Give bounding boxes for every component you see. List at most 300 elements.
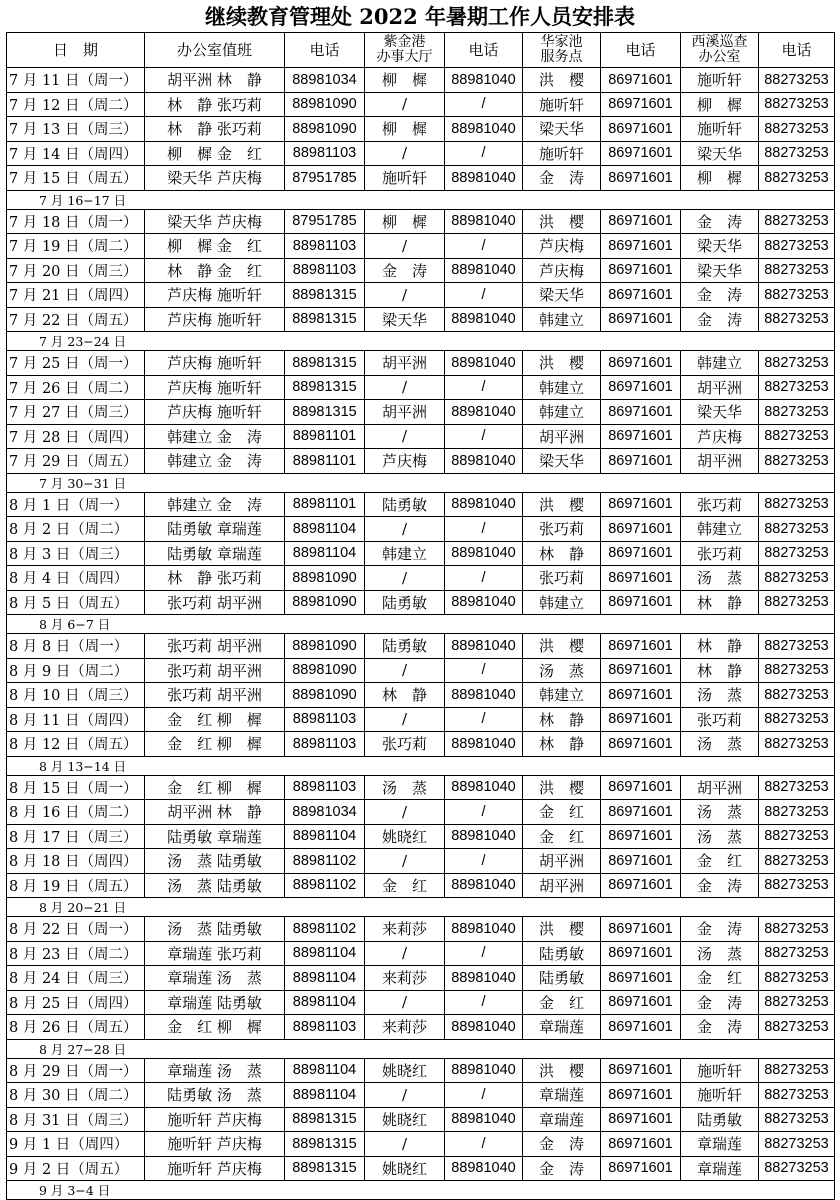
date-cell: 8 月 10 日（周三）: [7, 683, 145, 708]
office-duty-cell: 林 静 张巧莉: [145, 92, 285, 117]
xixi-cell: 金 红: [681, 966, 759, 991]
office-duty-cell: 林 静 张巧莉: [145, 566, 285, 591]
zijingang-phone-cell: 88981040: [445, 917, 523, 942]
office-phone-cell: 88981090: [285, 658, 365, 683]
huajiachi-phone-cell: 86971601: [601, 824, 681, 849]
zijingang-cell: /: [365, 658, 445, 683]
huajiachi-cell: 张巧莉: [523, 517, 601, 542]
date-cell: 8 月 22 日（周一）: [7, 917, 145, 942]
office-duty-cell: 芦庆梅 施听轩: [145, 307, 285, 332]
huajiachi-cell: 金 涛: [523, 166, 601, 191]
huajiachi-cell: 林 静: [523, 732, 601, 757]
weekend-blank: [145, 190, 835, 209]
office-duty-cell: 林 静 金 红: [145, 258, 285, 283]
office-duty-cell: 陆勇敏 汤 蒸: [145, 1083, 285, 1108]
huajiachi-cell: 洪 樱: [523, 634, 601, 659]
zijingang-cell: 柳 樨: [365, 117, 445, 142]
office-phone-cell: 88981034: [285, 68, 365, 93]
zijingang-phone-cell: /: [445, 1083, 523, 1108]
huajiachi-cell: 汤 蒸: [523, 658, 601, 683]
zijingang-phone-cell: 88981040: [445, 492, 523, 517]
office-duty-cell: 芦庆梅 施听轩: [145, 351, 285, 376]
weekend-row: [7, 615, 835, 634]
huajiachi-cell: 金 涛: [523, 1132, 601, 1157]
xixi-phone-cell: 88273253: [759, 517, 835, 542]
xixi-cell: 汤 蒸: [681, 941, 759, 966]
xixi-phone-cell: 88273253: [759, 1058, 835, 1083]
weekend-label: 8 月 13−14 日: [7, 756, 145, 775]
table-row: [7, 658, 835, 683]
huajiachi-cell: 梁天华: [523, 283, 601, 308]
weekend-row: [7, 1181, 835, 1200]
date-cell: 8 月 3 日（周三）: [7, 541, 145, 566]
huajiachi-phone-cell: 86971601: [601, 92, 681, 117]
office-phone-cell: 88981101: [285, 424, 365, 449]
zijingang-phone-cell: 88981040: [445, 1156, 523, 1181]
xixi-phone-cell: 88273253: [759, 166, 835, 191]
office-duty-cell: 章瑞莲 汤 蒸: [145, 1058, 285, 1083]
table-row: [7, 1015, 835, 1040]
table-row: [7, 775, 835, 800]
xixi-phone-cell: 88273253: [759, 707, 835, 732]
huajiachi-phone-cell: 86971601: [601, 1156, 681, 1181]
zijingang-phone-cell: /: [445, 658, 523, 683]
xixi-cell: 施听轩: [681, 1058, 759, 1083]
table-row: [7, 517, 835, 542]
office-phone-cell: 88981102: [285, 873, 365, 898]
office-phone-cell: 88981104: [285, 541, 365, 566]
zijingang-phone-cell: 88981040: [445, 541, 523, 566]
date-cell: 7 月 19 日（周二）: [7, 234, 145, 259]
table-row: [7, 68, 835, 93]
table-row: [7, 707, 835, 732]
huajiachi-cell: 梁天华: [523, 117, 601, 142]
zijingang-phone-cell: /: [445, 707, 523, 732]
huajiachi-phone-cell: 86971601: [601, 941, 681, 966]
xixi-cell: 胡平洲: [681, 449, 759, 474]
office-phone-cell: 88981090: [285, 683, 365, 708]
huajiachi-phone-cell: 86971601: [601, 351, 681, 376]
xixi-phone-cell: 88273253: [759, 873, 835, 898]
date-cell: 7 月 15 日（周五）: [7, 166, 145, 191]
zijingang-cell: /: [365, 849, 445, 874]
zijingang-phone-cell: 88981040: [445, 258, 523, 283]
xixi-phone-cell: 88273253: [759, 351, 835, 376]
weekend-blank: [145, 332, 835, 351]
office-duty-cell: 韩建立 金 涛: [145, 449, 285, 474]
zijingang-phone-cell: /: [445, 424, 523, 449]
zijingang-phone-cell: /: [445, 141, 523, 166]
office-phone-cell: 88981103: [285, 732, 365, 757]
huajiachi-phone-cell: 86971601: [601, 449, 681, 474]
date-cell: 7 月 25 日（周一）: [7, 351, 145, 376]
office-phone-cell: 88981104: [285, 517, 365, 542]
table-row: [7, 117, 835, 142]
header-zijingang: [365, 33, 445, 68]
office-phone-cell: 88981103: [285, 258, 365, 283]
table-row: [7, 492, 835, 517]
weekend-row: [7, 756, 835, 775]
huajiachi-phone-cell: 86971601: [601, 258, 681, 283]
zijingang-cell: 韩建立: [365, 541, 445, 566]
office-duty-cell: 胡平洲 林 静: [145, 800, 285, 825]
huajiachi-cell: 章瑞莲: [523, 1083, 601, 1108]
xixi-phone-cell: 88273253: [759, 258, 835, 283]
xixi-cell: 梁天华: [681, 258, 759, 283]
huajiachi-cell: 韩建立: [523, 307, 601, 332]
huajiachi-cell: 施听轩: [523, 92, 601, 117]
date-cell: 8 月 11 日（周四）: [7, 707, 145, 732]
xixi-phone-cell: 88273253: [759, 1015, 835, 1040]
zijingang-phone-cell: 88981040: [445, 449, 523, 474]
xixi-phone-cell: 88273253: [759, 234, 835, 259]
office-phone-cell: 88981103: [285, 1015, 365, 1040]
huajiachi-phone-cell: 86971601: [601, 424, 681, 449]
xixi-cell: 韩建立: [681, 351, 759, 376]
table-row: [7, 351, 835, 376]
xixi-cell: 汤 蒸: [681, 824, 759, 849]
zijingang-phone-cell: 88981040: [445, 1107, 523, 1132]
office-phone-cell: 88981315: [285, 1132, 365, 1157]
xixi-cell: 柳 樨: [681, 166, 759, 191]
office-phone-cell: 87951785: [285, 166, 365, 191]
weekend-row: [7, 332, 835, 351]
xixi-cell: 柳 樨: [681, 92, 759, 117]
office-phone-cell: 88981101: [285, 449, 365, 474]
zijingang-cell: /: [365, 375, 445, 400]
weekend-blank: [145, 1181, 835, 1200]
office-duty-cell: 张巧莉 胡平洲: [145, 590, 285, 615]
office-duty-cell: 芦庆梅 施听轩: [145, 283, 285, 308]
huajiachi-phone-cell: 86971601: [601, 732, 681, 757]
huajiachi-cell: 张巧莉: [523, 566, 601, 591]
huajiachi-cell: 洪 樱: [523, 68, 601, 93]
schedule-table: [6, 32, 835, 1200]
huajiachi-phone-cell: 86971601: [601, 375, 681, 400]
date-cell: 7 月 13 日（周三）: [7, 117, 145, 142]
table-row: [7, 234, 835, 259]
office-duty-cell: 金 红 柳 樨: [145, 707, 285, 732]
office-duty-cell: 汤 蒸 陆勇敏: [145, 873, 285, 898]
weekend-label: 8 月 27−28 日: [7, 1039, 145, 1058]
huajiachi-cell: 章瑞莲: [523, 1015, 601, 1040]
office-duty-cell: 施听轩 芦庆梅: [145, 1132, 285, 1157]
huajiachi-cell: 洪 樱: [523, 775, 601, 800]
date-cell: 7 月 12 日（周二）: [7, 92, 145, 117]
zijingang-cell: /: [365, 517, 445, 542]
xixi-cell: 金 涛: [681, 917, 759, 942]
table-row: [7, 141, 835, 166]
zijingang-phone-cell: /: [445, 800, 523, 825]
zijingang-phone-cell: 88981040: [445, 732, 523, 757]
header-huajiachi-line1: 华家池: [540, 34, 583, 50]
date-cell: 7 月 29 日（周五）: [7, 449, 145, 474]
xixi-cell: 章瑞莲: [681, 1132, 759, 1157]
zijingang-cell: 来莉莎: [365, 966, 445, 991]
office-phone-cell: 88981102: [285, 917, 365, 942]
xixi-cell: 梁天华: [681, 234, 759, 259]
huajiachi-phone-cell: 86971601: [601, 634, 681, 659]
zijingang-phone-cell: 88981040: [445, 1015, 523, 1040]
weekend-row: [7, 898, 835, 917]
zijingang-cell: 姚晓红: [365, 1107, 445, 1132]
huajiachi-phone-cell: 86971601: [601, 400, 681, 425]
table-row: [7, 990, 835, 1015]
office-duty-cell: 梁天华 芦庆梅: [145, 209, 285, 234]
date-cell: 8 月 29 日（周一）: [7, 1058, 145, 1083]
page-title: 继续教育管理处 2022 年暑期工作人员安排表: [204, 4, 636, 29]
xixi-phone-cell: 88273253: [759, 400, 835, 425]
office-duty-cell: 柳 樨 金 红: [145, 234, 285, 259]
office-duty-cell: 金 红 柳 樨: [145, 1015, 285, 1040]
weekend-blank: [145, 1039, 835, 1058]
table-row: [7, 449, 835, 474]
huajiachi-cell: 陆勇敏: [523, 941, 601, 966]
office-duty-cell: 施听轩 芦庆梅: [145, 1107, 285, 1132]
office-phone-cell: 88981090: [285, 634, 365, 659]
huajiachi-cell: 金 红: [523, 990, 601, 1015]
date-cell: 7 月 26 日（周二）: [7, 375, 145, 400]
office-duty-cell: 章瑞莲 张巧莉: [145, 941, 285, 966]
huajiachi-phone-cell: 86971601: [601, 283, 681, 308]
huajiachi-phone-cell: 86971601: [601, 849, 681, 874]
huajiachi-cell: 芦庆梅: [523, 234, 601, 259]
date-cell: 7 月 22 日（周五）: [7, 307, 145, 332]
xixi-cell: 芦庆梅: [681, 424, 759, 449]
zijingang-phone-cell: 88981040: [445, 68, 523, 93]
xixi-cell: 胡平洲: [681, 775, 759, 800]
header-phone-office: 电话: [285, 33, 365, 68]
huajiachi-phone-cell: 86971601: [601, 492, 681, 517]
huajiachi-cell: 洪 樱: [523, 209, 601, 234]
huajiachi-phone-cell: 86971601: [601, 990, 681, 1015]
weekend-blank: [145, 898, 835, 917]
xixi-phone-cell: 88273253: [759, 1107, 835, 1132]
huajiachi-cell: 林 静: [523, 707, 601, 732]
weekend-label: 7 月 23−24 日: [7, 332, 145, 351]
zijingang-cell: 胡平洲: [365, 351, 445, 376]
office-phone-cell: 88981315: [285, 283, 365, 308]
xixi-cell: 韩建立: [681, 517, 759, 542]
zijingang-cell: 陆勇敏: [365, 590, 445, 615]
xixi-phone-cell: 88273253: [759, 307, 835, 332]
zijingang-phone-cell: /: [445, 849, 523, 874]
xixi-cell: 梁天华: [681, 400, 759, 425]
office-phone-cell: 88981315: [285, 351, 365, 376]
xixi-cell: 林 静: [681, 634, 759, 659]
xixi-phone-cell: 88273253: [759, 732, 835, 757]
zijingang-cell: 金 涛: [365, 258, 445, 283]
date-cell: 8 月 24 日（周三）: [7, 966, 145, 991]
huajiachi-phone-cell: 86971601: [601, 166, 681, 191]
table-row: [7, 590, 835, 615]
office-phone-cell: 88981104: [285, 990, 365, 1015]
header-huajiachi-line2: 服务点: [540, 49, 583, 65]
weekend-label: 8 月 6−7 日: [7, 615, 145, 634]
zijingang-cell: 柳 樨: [365, 68, 445, 93]
table-row: [7, 209, 835, 234]
table-row: [7, 634, 835, 659]
office-duty-cell: 陆勇敏 章瑞莲: [145, 517, 285, 542]
table-row: [7, 941, 835, 966]
xixi-cell: 金 涛: [681, 990, 759, 1015]
huajiachi-phone-cell: 86971601: [601, 1058, 681, 1083]
zijingang-cell: 柳 樨: [365, 209, 445, 234]
xixi-cell: 林 静: [681, 590, 759, 615]
huajiachi-phone-cell: 86971601: [601, 658, 681, 683]
office-phone-cell: 88981104: [285, 1058, 365, 1083]
office-duty-cell: 胡平洲 林 静: [145, 68, 285, 93]
zijingang-phone-cell: /: [445, 375, 523, 400]
xixi-phone-cell: 88273253: [759, 375, 835, 400]
xixi-cell: 汤 蒸: [681, 683, 759, 708]
zijingang-phone-cell: 88981040: [445, 351, 523, 376]
huajiachi-cell: 芦庆梅: [523, 258, 601, 283]
header-xixi: [681, 33, 759, 68]
office-duty-cell: 梁天华 芦庆梅: [145, 166, 285, 191]
zijingang-phone-cell: 88981040: [445, 166, 523, 191]
table-row: [7, 849, 835, 874]
xixi-phone-cell: 88273253: [759, 283, 835, 308]
date-cell: 7 月 11 日（周一）: [7, 68, 145, 93]
office-phone-cell: 88981090: [285, 92, 365, 117]
office-duty-cell: 柳 樨 金 红: [145, 141, 285, 166]
table-row: [7, 92, 835, 117]
office-duty-cell: 陆勇敏 章瑞莲: [145, 541, 285, 566]
xixi-phone-cell: 88273253: [759, 141, 835, 166]
zijingang-phone-cell: 88981040: [445, 209, 523, 234]
header-huajiachi: [523, 33, 601, 68]
huajiachi-phone-cell: 86971601: [601, 1083, 681, 1108]
office-phone-cell: 88981103: [285, 141, 365, 166]
date-cell: 8 月 1 日（周一）: [7, 492, 145, 517]
office-duty-cell: 韩建立 金 涛: [145, 424, 285, 449]
xixi-phone-cell: 88273253: [759, 541, 835, 566]
date-cell: 8 月 9 日（周二）: [7, 658, 145, 683]
huajiachi-phone-cell: 86971601: [601, 68, 681, 93]
huajiachi-cell: 梁天华: [523, 449, 601, 474]
weekend-blank: [145, 756, 835, 775]
xixi-cell: 梁天华: [681, 141, 759, 166]
zijingang-phone-cell: 88981040: [445, 307, 523, 332]
huajiachi-cell: 施听轩: [523, 141, 601, 166]
table-row: [7, 1156, 835, 1181]
header-zijingang-line1: 紫金港: [383, 34, 426, 50]
huajiachi-cell: 洪 樱: [523, 917, 601, 942]
xixi-cell: 汤 蒸: [681, 566, 759, 591]
xixi-phone-cell: 88273253: [759, 209, 835, 234]
weekend-blank: [145, 473, 835, 492]
table-row: [7, 1058, 835, 1083]
xixi-cell: 施听轩: [681, 117, 759, 142]
xixi-cell: 张巧莉: [681, 541, 759, 566]
huajiachi-cell: 胡平洲: [523, 873, 601, 898]
xixi-cell: 胡平洲: [681, 375, 759, 400]
xixi-phone-cell: 88273253: [759, 68, 835, 93]
huajiachi-cell: 章瑞莲: [523, 1107, 601, 1132]
huajiachi-phone-cell: 86971601: [601, 517, 681, 542]
office-duty-cell: 金 红 柳 樨: [145, 775, 285, 800]
office-phone-cell: 88981104: [285, 1083, 365, 1108]
office-phone-cell: 88981103: [285, 707, 365, 732]
date-cell: 9 月 2 日（周五）: [7, 1156, 145, 1181]
xixi-cell: 林 静: [681, 658, 759, 683]
date-cell: 7 月 14 日（周四）: [7, 141, 145, 166]
zijingang-cell: /: [365, 92, 445, 117]
xixi-phone-cell: 88273253: [759, 424, 835, 449]
huajiachi-phone-cell: 86971601: [601, 800, 681, 825]
office-duty-cell: 汤 蒸 陆勇敏: [145, 849, 285, 874]
xixi-phone-cell: 88273253: [759, 775, 835, 800]
office-duty-cell: 芦庆梅 施听轩: [145, 375, 285, 400]
office-duty-cell: 张巧莉 胡平洲: [145, 683, 285, 708]
table-row: [7, 307, 835, 332]
xixi-phone-cell: 88273253: [759, 1132, 835, 1157]
huajiachi-cell: 洪 樱: [523, 1058, 601, 1083]
header-row: [7, 33, 835, 68]
weekend-row: [7, 190, 835, 209]
table-row: [7, 824, 835, 849]
office-phone-cell: 88981101: [285, 492, 365, 517]
xixi-phone-cell: 88273253: [759, 966, 835, 991]
xixi-cell: 陆勇敏: [681, 1107, 759, 1132]
date-cell: 7 月 27 日（周三）: [7, 400, 145, 425]
xixi-phone-cell: 88273253: [759, 566, 835, 591]
weekend-label: 9 月 3−4 日: [7, 1181, 145, 1200]
office-duty-cell: 韩建立 金 涛: [145, 492, 285, 517]
zijingang-phone-cell: 88981040: [445, 400, 523, 425]
xixi-phone-cell: 88273253: [759, 1156, 835, 1181]
zijingang-cell: 姚晓红: [365, 1156, 445, 1181]
huajiachi-cell: 胡平洲: [523, 424, 601, 449]
zijingang-cell: 梁天华: [365, 307, 445, 332]
table-row: [7, 1132, 835, 1157]
xixi-cell: 金 涛: [681, 283, 759, 308]
huajiachi-cell: 洪 樱: [523, 492, 601, 517]
huajiachi-phone-cell: 86971601: [601, 707, 681, 732]
zijingang-cell: /: [365, 707, 445, 732]
zijingang-phone-cell: /: [445, 234, 523, 259]
xixi-phone-cell: 88273253: [759, 92, 835, 117]
header-phone-huajiachi: 电话: [601, 33, 681, 68]
huajiachi-cell: 韩建立: [523, 400, 601, 425]
office-phone-cell: 88981090: [285, 117, 365, 142]
zijingang-phone-cell: 88981040: [445, 966, 523, 991]
xixi-phone-cell: 88273253: [759, 917, 835, 942]
weekend-label: 8 月 20−21 日: [7, 898, 145, 917]
zijingang-cell: /: [365, 141, 445, 166]
date-cell: 8 月 31 日（周三）: [7, 1107, 145, 1132]
zijingang-cell: /: [365, 990, 445, 1015]
huajiachi-cell: 韩建立: [523, 683, 601, 708]
weekend-row: [7, 1039, 835, 1058]
weekend-blank: [145, 615, 835, 634]
zijingang-cell: /: [365, 566, 445, 591]
table-row: [7, 683, 835, 708]
date-cell: 8 月 4 日（周四）: [7, 566, 145, 591]
huajiachi-phone-cell: 86971601: [601, 1132, 681, 1157]
xixi-phone-cell: 88273253: [759, 849, 835, 874]
office-duty-cell: 林 静 张巧莉: [145, 117, 285, 142]
date-cell: 8 月 25 日（周四）: [7, 990, 145, 1015]
date-cell: 8 月 2 日（周二）: [7, 517, 145, 542]
office-duty-cell: 章瑞莲 陆勇敏: [145, 990, 285, 1015]
header-phone-zijingang: 电话: [445, 33, 523, 68]
office-phone-cell: 88981090: [285, 566, 365, 591]
zijingang-cell: 胡平洲: [365, 400, 445, 425]
weekend-label: 7 月 30−31 日: [7, 473, 145, 492]
office-phone-cell: 88981103: [285, 234, 365, 259]
